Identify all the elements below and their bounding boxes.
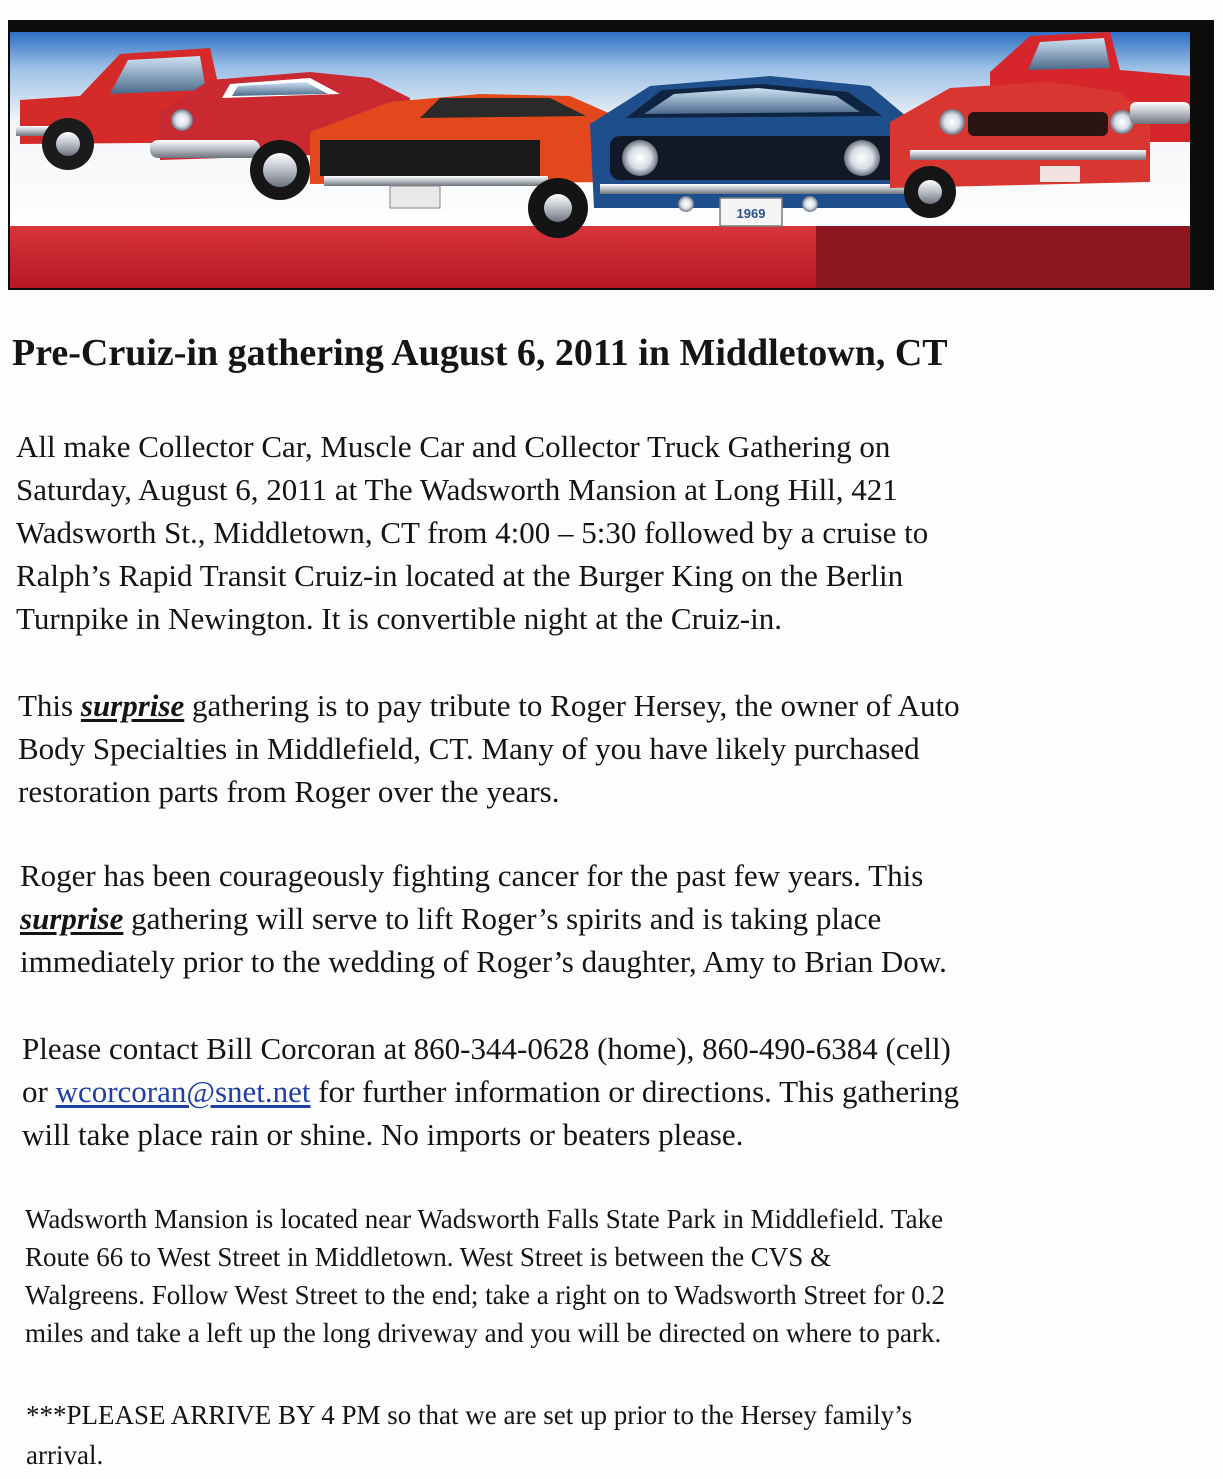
background-paragraph: [20, 854, 947, 983]
text-line: Body Specialties in Middlefield, CT. Many of you have likely purchased: [18, 731, 920, 766]
contact-paragraph: [22, 1027, 959, 1156]
text-line: [22, 1070, 959, 1113]
text-segment: gathering will serve to lift Roger’s spirits and is taking place: [123, 901, 882, 936]
text-line: Ralph’s Rapid Transit Cruiz-in located at the Burger King on the Berlin: [16, 558, 904, 593]
text-line: [18, 684, 960, 727]
text-line: Turnpike in Newington. It is convertible night at the Cruiz-in.: [16, 601, 782, 636]
text-segment: or: [22, 1074, 56, 1109]
license-plate-text: 1969: [736, 206, 766, 221]
email-link[interactable]: wcorcoran@snet.net: [55, 1074, 311, 1109]
text-line: Route 66 to West Street in Middletown. West Street is between the CVS &: [25, 1242, 832, 1272]
text-line: [20, 897, 947, 940]
blue-camaro: [590, 76, 918, 226]
text-line: will take place rain or shine. No imports or beaters please.: [22, 1117, 744, 1152]
text-line: miles and take a left up the long driveway and you will be directed on where to park.: [25, 1318, 942, 1348]
event-details-paragraph: [16, 425, 928, 640]
text-line: Wadsworth St., Middletown, CT from 4:00 – 5:30 followed by a cruise to: [16, 515, 929, 550]
text-line: arrival.: [26, 1440, 104, 1470]
text-line: Wadsworth Mansion is located near Wadsworth Falls State Park in Middlefield. Take: [25, 1204, 944, 1234]
text-segment: for further information or directions. This gathering: [310, 1074, 960, 1109]
text-line: Walgreens. Follow West Street to the end; take a right on to Wadsworth Street for 0.2: [25, 1280, 946, 1310]
text-segment: This: [18, 688, 81, 723]
surprise-emphasis: surprise: [80, 688, 185, 723]
directions-paragraph: [25, 1200, 945, 1352]
page-title: Pre-Cruiz-in gathering August 6, 2011 in Middletown, CT: [12, 332, 948, 374]
arrival-notice: [26, 1395, 912, 1475]
banner-dark-red-block: [816, 226, 1190, 288]
classic-cars-banner: [8, 20, 1214, 290]
banner-scene: [10, 32, 1190, 288]
text-line: Roger has been courageously fighting cancer for the past few years. This: [20, 858, 924, 893]
text-line: All make Collector Car, Muscle Car and Collector Truck Gathering on: [16, 429, 891, 464]
text-line: restoration parts from Roger over the years.: [18, 774, 560, 809]
text-segment: gathering is to pay tribute to Roger Hersey, the owner of Auto: [184, 688, 960, 723]
surprise-emphasis: surprise: [20, 901, 124, 936]
text-line: immediately prior to the wedding of Roger’s daughter, Amy to Brian Dow.: [20, 944, 947, 979]
text-line: Saturday, August 6, 2011 at The Wadsworth Mansion at Long Hill, 421: [16, 472, 898, 507]
banner-artwork: [10, 32, 1190, 288]
tribute-paragraph: [18, 684, 960, 813]
text-line: Please contact Bill Corcoran at 860-344-0628 (home), 860-490-6384 (cell): [22, 1031, 951, 1066]
text-line: ***PLEASE ARRIVE BY 4 PM so that we are set up prior to the Hersey family’s: [26, 1400, 913, 1430]
